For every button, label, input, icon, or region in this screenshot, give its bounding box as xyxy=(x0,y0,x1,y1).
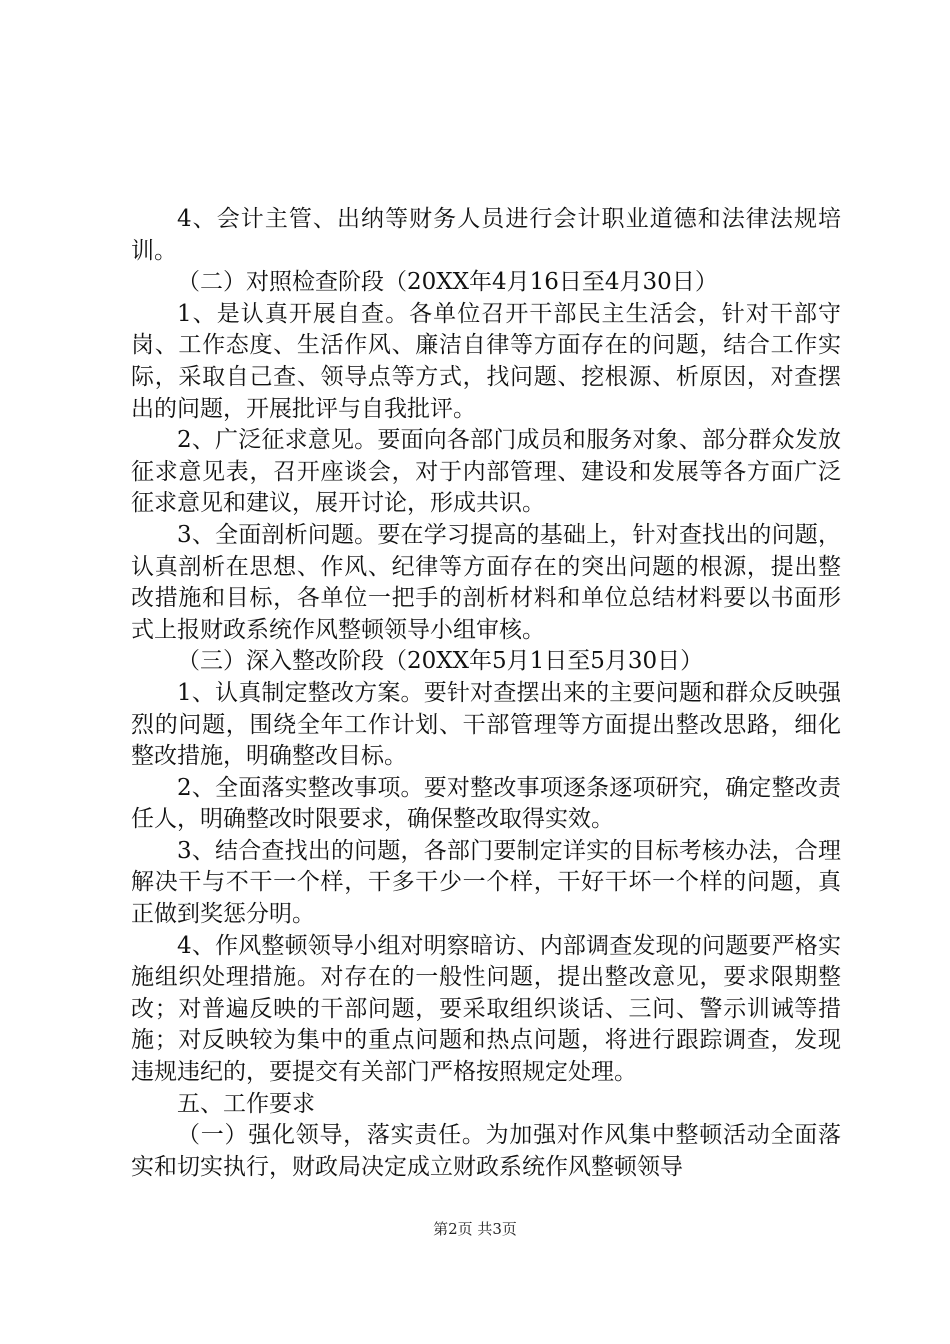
paragraph-item-4-training: 4、会计主管、出纳等财务人员进行会计职业道德和法律法规培训。 xyxy=(131,206,841,264)
section-heading-review-stage: （二）对照检查阶段（20XX年4月16日至4月30日） xyxy=(177,269,718,296)
document-body xyxy=(131,204,841,1183)
section-heading-rectification-stage: （三）深入整改阶段（20XX年5月1日至5月30日） xyxy=(177,648,704,675)
paragraph-leading-group-measures: 4、作风整顿领导小组对明察暗访、内部调查发现的问题要严格实施组织处理措施。对存在的一般性问题，提出整改意见，要求限期整改；对普遍反映的干部问题，要采取组织谈话、三问、警示训诫等措施；对反映较为集中的重点问题和热点问题，将进行跟踪调查，发现违规违纪的，要提交有关部门严格按照规定处理。 xyxy=(131,932,841,1086)
section-heading-work-requirements: 五、工作要求 xyxy=(177,1090,315,1117)
paragraph-assessment-method: 3、结合查找出的问题，各部门要制定详实的目标考核办法，合理解决干与不干一个样，干多干少一个样，干好干坏一个样的问题，真正做到奖惩分明。 xyxy=(131,837,841,928)
page-footer: 第2页 共3页 xyxy=(433,1220,517,1238)
paragraph-analyze-problems: 3、全面剖析问题。要在学习提高的基础上，针对查找出的问题，认真剖析在思想、作风、纪律等方面存在的突出问题的根源，提出整改措施和目标，各单位一把手的剖析材料和单位总结材料要以书面形式上报财政系统作风整顿领导小组审核。 xyxy=(131,521,841,643)
paragraph-strengthen-leadership: （一）强化领导，落实责任。为加强对作风集中整顿活动全面落实和切实执行，财政局决定成立财政系统作风整顿领导 xyxy=(131,1122,841,1180)
paragraph-rectification-plan: 1、认真制定整改方案。要针对查摆出来的主要问题和群众反映强烈的问题，围绕全年工作计划、干部管理等方面提出整改思路，细化整改措施，明确整改目标。 xyxy=(131,679,841,770)
paragraph-implement-items: 2、全面落实整改事项。要对整改事项逐条逐项研究，确定整改责任人，明确整改时限要求，确保整改取得实效。 xyxy=(131,774,841,833)
paragraph-self-check: 1、是认真开展自查。各单位召开干部民主生活会，针对干部守岗、工作态度、生活作风、廉洁自律等方面存在的问题，结合工作实际，采取自己查、领导点等方式，找问题、挖根源、析原因，对查摆出的问题，开展批评与自我批评。 xyxy=(131,300,841,422)
paragraph-solicit-opinions: 2、广泛征求意见。要面向各部门成员和服务对象、部分群众发放征求意见表，召开座谈会，对于内部管理、建设和发展等各方面广泛征求意见和建议，展开讨论，形成共识。 xyxy=(131,427,841,517)
